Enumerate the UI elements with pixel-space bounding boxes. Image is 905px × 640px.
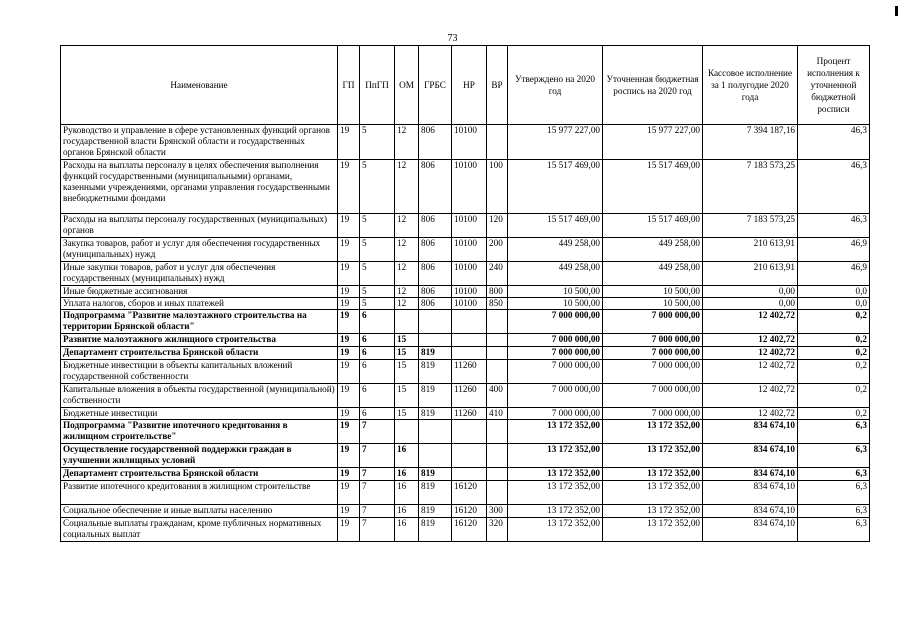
header-gp: ГП bbox=[338, 46, 360, 125]
cell-gp: 19 bbox=[338, 334, 360, 347]
table-row bbox=[61, 481, 870, 505]
table-row bbox=[61, 505, 870, 518]
cell-approved: 7 000 000,00 bbox=[508, 360, 603, 384]
cell-vr: 300 bbox=[487, 505, 508, 518]
table-row bbox=[61, 286, 870, 298]
cell-cash: 834 674,10 bbox=[703, 444, 798, 468]
cell-name: Социальные выплаты гражданам, кроме публичных нормативных социальных выплат bbox=[61, 518, 338, 542]
scan-edge-mark bbox=[895, 6, 898, 16]
cell-grbs bbox=[419, 310, 452, 334]
cell-ppgp: 7 bbox=[360, 505, 395, 518]
cell-nr: 11260 bbox=[452, 384, 487, 408]
cell-gp: 19 bbox=[338, 125, 360, 160]
cell-cash: 7 394 187,16 bbox=[703, 125, 798, 160]
cell-vr bbox=[487, 125, 508, 160]
cell-grbs: 819 bbox=[419, 481, 452, 505]
cell-percent: 0,2 bbox=[798, 408, 870, 420]
cell-approved: 13 172 352,00 bbox=[508, 420, 603, 444]
cell-refined: 7 000 000,00 bbox=[603, 347, 703, 360]
cell-gp: 19 bbox=[338, 238, 360, 262]
cell-percent: 46,3 bbox=[798, 214, 870, 238]
cell-nr: 10100 bbox=[452, 160, 487, 214]
cell-vr bbox=[487, 334, 508, 347]
cell-om: 12 bbox=[395, 160, 419, 214]
cell-cash: 12 402,72 bbox=[703, 360, 798, 384]
header-approved: Утверждено на 2020 год bbox=[508, 46, 603, 125]
cell-percent: 0,2 bbox=[798, 310, 870, 334]
cell-name: Подпрограмма "Развитие малоэтажного строительства на территории Брянской области" bbox=[61, 310, 338, 334]
cell-vr: 240 bbox=[487, 262, 508, 286]
cell-om bbox=[395, 310, 419, 334]
cell-vr: 850 bbox=[487, 298, 508, 310]
cell-refined: 15 517 469,00 bbox=[603, 160, 703, 214]
cell-name: Руководство и управление в сфере установленных функций органов государственной власти Брянской области и государственных органов Брянской области bbox=[61, 125, 338, 160]
cell-percent: 6,3 bbox=[798, 481, 870, 505]
cell-gp: 19 bbox=[338, 420, 360, 444]
header-om: ОМ bbox=[395, 46, 419, 125]
header-cash: Кассовое исполнение за 1 полугодие 2020 года bbox=[703, 46, 798, 125]
cell-gp: 19 bbox=[338, 160, 360, 214]
cell-name: Департамент строительства Брянской области bbox=[61, 347, 338, 360]
cell-cash: 210 613,91 bbox=[703, 262, 798, 286]
cell-om: 15 bbox=[395, 408, 419, 420]
header-percent: Процент исполнения к уточненной бюджетной росписи bbox=[798, 46, 870, 125]
cell-vr: 400 bbox=[487, 384, 508, 408]
cell-gp: 19 bbox=[338, 310, 360, 334]
cell-gp: 19 bbox=[338, 298, 360, 310]
cell-percent: 0,0 bbox=[798, 298, 870, 310]
cell-percent: 6,3 bbox=[798, 444, 870, 468]
header-nr: НР bbox=[452, 46, 487, 125]
cell-nr: 16120 bbox=[452, 505, 487, 518]
cell-nr: 11260 bbox=[452, 360, 487, 384]
cell-refined: 15 977 227,00 bbox=[603, 125, 703, 160]
cell-name: Развитие ипотечного кредитования в жилищном строительстве bbox=[61, 481, 338, 505]
cell-nr: 10100 bbox=[452, 125, 487, 160]
cell-cash: 210 613,91 bbox=[703, 238, 798, 262]
cell-nr bbox=[452, 420, 487, 444]
cell-gp: 19 bbox=[338, 360, 360, 384]
header-vr: ВР bbox=[487, 46, 508, 125]
cell-cash: 834 674,10 bbox=[703, 468, 798, 481]
cell-nr: 16120 bbox=[452, 518, 487, 542]
cell-ppgp: 6 bbox=[360, 347, 395, 360]
cell-approved: 7 000 000,00 bbox=[508, 408, 603, 420]
cell-name: Иные бюджетные ассигнования bbox=[61, 286, 338, 298]
cell-ppgp: 6 bbox=[360, 384, 395, 408]
cell-percent: 0,2 bbox=[798, 347, 870, 360]
cell-grbs: 806 bbox=[419, 238, 452, 262]
cell-om: 16 bbox=[395, 505, 419, 518]
cell-nr bbox=[452, 310, 487, 334]
table-row bbox=[61, 334, 870, 347]
cell-name: Осуществление государственной поддержки граждан в улучшении жилищных условий bbox=[61, 444, 338, 468]
cell-cash: 834 674,10 bbox=[703, 481, 798, 505]
cell-percent: 46,9 bbox=[798, 262, 870, 286]
cell-cash: 834 674,10 bbox=[703, 420, 798, 444]
cell-grbs: 819 bbox=[419, 408, 452, 420]
cell-gp: 19 bbox=[338, 408, 360, 420]
cell-refined: 7 000 000,00 bbox=[603, 408, 703, 420]
table-row bbox=[61, 298, 870, 310]
cell-vr: 120 bbox=[487, 214, 508, 238]
cell-cash: 12 402,72 bbox=[703, 384, 798, 408]
cell-ppgp: 5 bbox=[360, 214, 395, 238]
cell-om: 15 bbox=[395, 384, 419, 408]
cell-vr bbox=[487, 347, 508, 360]
cell-om: 12 bbox=[395, 262, 419, 286]
table-row bbox=[61, 214, 870, 238]
cell-ppgp: 7 bbox=[360, 481, 395, 505]
cell-om: 15 bbox=[395, 360, 419, 384]
cell-nr bbox=[452, 334, 487, 347]
cell-name: Расходы на выплаты персоналу государственных (муниципальных) органов bbox=[61, 214, 338, 238]
cell-refined: 449 258,00 bbox=[603, 262, 703, 286]
cell-vr bbox=[487, 360, 508, 384]
cell-om: 12 bbox=[395, 298, 419, 310]
cell-vr bbox=[487, 468, 508, 481]
cell-approved: 7 000 000,00 bbox=[508, 334, 603, 347]
cell-percent: 0,2 bbox=[798, 360, 870, 384]
cell-om: 16 bbox=[395, 468, 419, 481]
cell-grbs: 806 bbox=[419, 262, 452, 286]
cell-approved: 15 517 469,00 bbox=[508, 160, 603, 214]
cell-approved: 449 258,00 bbox=[508, 238, 603, 262]
cell-refined: 15 517 469,00 bbox=[603, 214, 703, 238]
cell-percent: 0,2 bbox=[798, 334, 870, 347]
table-row bbox=[61, 444, 870, 468]
cell-grbs: 806 bbox=[419, 214, 452, 238]
cell-grbs: 819 bbox=[419, 360, 452, 384]
table-row bbox=[61, 262, 870, 286]
cell-cash: 12 402,72 bbox=[703, 334, 798, 347]
cell-percent: 46,9 bbox=[798, 238, 870, 262]
cell-grbs bbox=[419, 444, 452, 468]
cell-refined: 13 172 352,00 bbox=[603, 481, 703, 505]
cell-nr bbox=[452, 444, 487, 468]
cell-refined: 7 000 000,00 bbox=[603, 334, 703, 347]
cell-ppgp: 6 bbox=[360, 360, 395, 384]
cell-name: Социальное обеспечение и иные выплаты населению bbox=[61, 505, 338, 518]
cell-grbs bbox=[419, 420, 452, 444]
cell-om bbox=[395, 420, 419, 444]
cell-ppgp: 7 bbox=[360, 468, 395, 481]
page-number: 73 bbox=[447, 33, 458, 44]
cell-percent: 0,0 bbox=[798, 286, 870, 298]
cell-gp: 19 bbox=[338, 481, 360, 505]
cell-cash: 0,00 bbox=[703, 286, 798, 298]
cell-grbs bbox=[419, 334, 452, 347]
table-row bbox=[61, 468, 870, 481]
cell-approved: 13 172 352,00 bbox=[508, 505, 603, 518]
cell-name: Подпрограмма "Развитие ипотечного кредитования в жилищном строительстве" bbox=[61, 420, 338, 444]
table-row bbox=[61, 360, 870, 384]
cell-refined: 10 500,00 bbox=[603, 298, 703, 310]
cell-approved: 7 000 000,00 bbox=[508, 310, 603, 334]
cell-vr bbox=[487, 481, 508, 505]
cell-name: Капитальные вложения в объекты государственной (муниципальной) собственности bbox=[61, 384, 338, 408]
cell-vr bbox=[487, 420, 508, 444]
cell-cash: 12 402,72 bbox=[703, 347, 798, 360]
cell-approved: 449 258,00 bbox=[508, 262, 603, 286]
cell-grbs: 819 bbox=[419, 518, 452, 542]
cell-grbs: 806 bbox=[419, 298, 452, 310]
cell-gp: 19 bbox=[338, 262, 360, 286]
cell-cash: 7 183 573,25 bbox=[703, 160, 798, 214]
table-row bbox=[61, 420, 870, 444]
cell-name: Иные закупки товаров, работ и услуг для обеспечения государственных (муниципальных) нужд bbox=[61, 262, 338, 286]
cell-approved: 7 000 000,00 bbox=[508, 384, 603, 408]
cell-ppgp: 5 bbox=[360, 298, 395, 310]
cell-gp: 19 bbox=[338, 286, 360, 298]
cell-nr: 10100 bbox=[452, 262, 487, 286]
cell-approved: 13 172 352,00 bbox=[508, 468, 603, 481]
cell-gp: 19 bbox=[338, 214, 360, 238]
cell-ppgp: 7 bbox=[360, 518, 395, 542]
table-row bbox=[61, 408, 870, 420]
cell-cash: 7 183 573,25 bbox=[703, 214, 798, 238]
cell-cash: 0,00 bbox=[703, 298, 798, 310]
cell-percent: 46,3 bbox=[798, 160, 870, 214]
cell-grbs: 806 bbox=[419, 160, 452, 214]
cell-nr: 10100 bbox=[452, 238, 487, 262]
cell-refined: 13 172 352,00 bbox=[603, 518, 703, 542]
cell-name: Бюджетные инвестиции в объекты капитальных вложений государственной собственности bbox=[61, 360, 338, 384]
cell-nr: 11260 bbox=[452, 408, 487, 420]
cell-grbs: 806 bbox=[419, 125, 452, 160]
cell-gp: 19 bbox=[338, 518, 360, 542]
header-grbs: ГРБС bbox=[419, 46, 452, 125]
table-row bbox=[61, 347, 870, 360]
cell-percent: 6,3 bbox=[798, 468, 870, 481]
cell-gp: 19 bbox=[338, 468, 360, 481]
cell-ppgp: 5 bbox=[360, 262, 395, 286]
table-row bbox=[61, 518, 870, 542]
cell-approved: 10 500,00 bbox=[508, 286, 603, 298]
header-row bbox=[61, 46, 870, 125]
cell-percent: 0,2 bbox=[798, 384, 870, 408]
cell-percent: 46,3 bbox=[798, 125, 870, 160]
cell-cash: 12 402,72 bbox=[703, 310, 798, 334]
cell-vr: 200 bbox=[487, 238, 508, 262]
budget-table bbox=[60, 45, 870, 542]
cell-om: 15 bbox=[395, 334, 419, 347]
header-name: Наименование bbox=[61, 46, 338, 125]
cell-grbs: 819 bbox=[419, 347, 452, 360]
cell-ppgp: 5 bbox=[360, 125, 395, 160]
table-row bbox=[61, 310, 870, 334]
cell-percent: 6,3 bbox=[798, 420, 870, 444]
cell-om: 12 bbox=[395, 286, 419, 298]
cell-percent: 6,3 bbox=[798, 505, 870, 518]
cell-refined: 449 258,00 bbox=[603, 238, 703, 262]
cell-nr bbox=[452, 347, 487, 360]
cell-nr: 10100 bbox=[452, 286, 487, 298]
cell-name: Уплата налогов, сборов и иных платежей bbox=[61, 298, 338, 310]
cell-refined: 13 172 352,00 bbox=[603, 505, 703, 518]
cell-om: 16 bbox=[395, 481, 419, 505]
cell-grbs: 819 bbox=[419, 505, 452, 518]
cell-nr: 16120 bbox=[452, 481, 487, 505]
cell-name: Закупка товаров, работ и услуг для обеспечения государственных (муниципальных) нужд bbox=[61, 238, 338, 262]
cell-vr bbox=[487, 444, 508, 468]
cell-nr: 10100 bbox=[452, 214, 487, 238]
cell-ppgp: 6 bbox=[360, 310, 395, 334]
cell-ppgp: 5 bbox=[360, 238, 395, 262]
cell-ppgp: 7 bbox=[360, 420, 395, 444]
cell-name: Расходы на выплаты персоналу в целях обеспечения выполнения функций государственными (муниципальными) органами, казенными учреждениями, органами управления государственными внебюджетными фондами bbox=[61, 160, 338, 214]
cell-ppgp: 6 bbox=[360, 334, 395, 347]
cell-gp: 19 bbox=[338, 505, 360, 518]
cell-approved: 15 517 469,00 bbox=[508, 214, 603, 238]
cell-om: 12 bbox=[395, 214, 419, 238]
cell-vr: 100 bbox=[487, 160, 508, 214]
cell-om: 12 bbox=[395, 238, 419, 262]
cell-name: Департамент строительства Брянской области bbox=[61, 468, 338, 481]
cell-approved: 13 172 352,00 bbox=[508, 444, 603, 468]
cell-om: 16 bbox=[395, 518, 419, 542]
cell-percent: 6,3 bbox=[798, 518, 870, 542]
cell-approved: 13 172 352,00 bbox=[508, 518, 603, 542]
cell-refined: 7 000 000,00 bbox=[603, 360, 703, 384]
cell-vr: 410 bbox=[487, 408, 508, 420]
cell-ppgp: 7 bbox=[360, 444, 395, 468]
cell-refined: 13 172 352,00 bbox=[603, 420, 703, 444]
cell-vr bbox=[487, 310, 508, 334]
cell-grbs: 819 bbox=[419, 384, 452, 408]
cell-om: 16 bbox=[395, 444, 419, 468]
cell-grbs: 819 bbox=[419, 468, 452, 481]
header-refined: Уточненная бюджетная роспись на 2020 год bbox=[603, 46, 703, 125]
table-row bbox=[61, 384, 870, 408]
table-row bbox=[61, 160, 870, 214]
cell-cash: 12 402,72 bbox=[703, 408, 798, 420]
cell-om: 15 bbox=[395, 347, 419, 360]
cell-refined: 7 000 000,00 bbox=[603, 384, 703, 408]
cell-refined: 10 500,00 bbox=[603, 286, 703, 298]
cell-gp: 19 bbox=[338, 384, 360, 408]
cell-gp: 19 bbox=[338, 347, 360, 360]
cell-approved: 7 000 000,00 bbox=[508, 347, 603, 360]
header-ppgp: ПпГП bbox=[360, 46, 395, 125]
cell-ppgp: 5 bbox=[360, 160, 395, 214]
table-row bbox=[61, 238, 870, 262]
cell-refined: 13 172 352,00 bbox=[603, 444, 703, 468]
cell-refined: 13 172 352,00 bbox=[603, 468, 703, 481]
cell-name: Развитие малоэтажного жилищного строительства bbox=[61, 334, 338, 347]
cell-gp: 19 bbox=[338, 444, 360, 468]
cell-om: 12 bbox=[395, 125, 419, 160]
cell-ppgp: 5 bbox=[360, 286, 395, 298]
cell-approved: 15 977 227,00 bbox=[508, 125, 603, 160]
cell-ppgp: 6 bbox=[360, 408, 395, 420]
cell-vr: 800 bbox=[487, 286, 508, 298]
cell-nr: 10100 bbox=[452, 298, 487, 310]
cell-refined: 7 000 000,00 bbox=[603, 310, 703, 334]
cell-vr: 320 bbox=[487, 518, 508, 542]
cell-approved: 13 172 352,00 bbox=[508, 481, 603, 505]
cell-grbs: 806 bbox=[419, 286, 452, 298]
cell-cash: 834 674,10 bbox=[703, 505, 798, 518]
cell-cash: 834 674,10 bbox=[703, 518, 798, 542]
cell-name: Бюджетные инвестиции bbox=[61, 408, 338, 420]
cell-approved: 10 500,00 bbox=[508, 298, 603, 310]
cell-nr bbox=[452, 468, 487, 481]
table-row bbox=[61, 125, 870, 160]
